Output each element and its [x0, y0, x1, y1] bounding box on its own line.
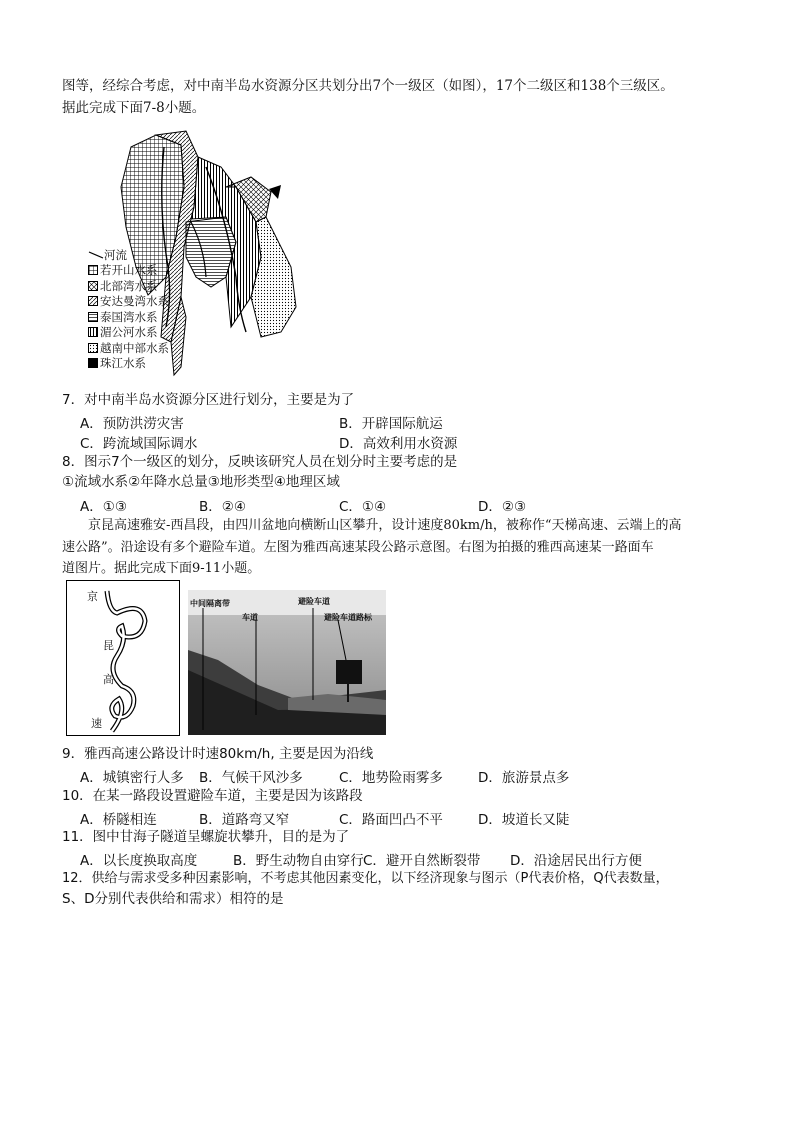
passage2-line-1: 京昆高速雅安-西昌段，由四川盆地向横断山区攀升，设计速度80km/h，被称作“天梯高速、云端上的高 [88, 518, 682, 533]
horiz-pattern-icon [88, 312, 98, 322]
q10-stem: 10．在某一路段设置避险车道，主要是因为该路段 [62, 788, 363, 804]
q10-option-d[interactable]: D．坡道长又陡 [478, 812, 570, 828]
legend-label: 若开山水系 [100, 263, 158, 278]
legend-label: 安达曼湾水系 [100, 294, 169, 309]
q11-option-d[interactable]: D．沿途居民出行方便 [510, 853, 642, 869]
q9-option-a[interactable]: A．城镇密行人多 [80, 770, 184, 786]
legend-item [88, 278, 169, 294]
q9-option-b[interactable]: B．气候干风沙多 [199, 770, 303, 786]
q11-option-a[interactable]: A．以长度换取高度 [80, 853, 198, 869]
legend-label: 泰国湾水系 [100, 309, 158, 324]
q11-option-b[interactable]: B．野生动物自由穿行 [233, 853, 364, 869]
road-sketch [66, 580, 180, 736]
legend-item [88, 309, 169, 325]
legend-river [88, 247, 169, 263]
photo-label-escape-sign: 避险车道路标 [324, 613, 372, 622]
road-char-2: 昆 [103, 639, 114, 652]
photo-label-median: 中间隔离带 [190, 599, 230, 608]
road-photo [188, 590, 386, 735]
grid-pattern-icon [88, 265, 98, 275]
solid-pattern-icon [88, 358, 98, 368]
legend-item [88, 263, 169, 279]
q7-option-a[interactable]: A．预防洪涝灾害 [80, 416, 184, 432]
q9-option-c[interactable]: C．地势险雨雾多 [339, 770, 443, 786]
legend-river-label: 河流 [104, 247, 127, 262]
dots-pattern-icon [88, 343, 98, 353]
q8-option-a[interactable]: A．①③ [80, 499, 127, 515]
legend-label: 北部湾水系 [100, 278, 158, 293]
q9-stem: 9．雅西高速公路设计时速80km/h, 主要是因为沿线 [62, 746, 374, 762]
q7-option-d[interactable]: D．高效利用水资源 [339, 436, 458, 452]
legend-label: 湄公河水系 [100, 325, 158, 340]
q8-factors: ①流域水系②年降水总量③地形类型④地理区域 [62, 474, 340, 490]
legend-item [88, 325, 169, 341]
q7-option-c[interactable]: C．跨流域国际调水 [80, 436, 198, 452]
legend-item [88, 356, 169, 372]
q7-stem: 7．对中南半岛水资源分区进行划分，主要是为了 [62, 392, 355, 408]
q8-option-c[interactable]: C．①④ [339, 499, 387, 515]
photo-label-escape-lane: 避险车道 [298, 597, 330, 606]
q11-stem: 11．图中甘海子隧道呈螺旋状攀升，目的是为了 [62, 829, 350, 845]
q12-line-2: S、D分别代表供给和需求）相符的是 [62, 891, 284, 907]
legend-label: 越南中部水系 [100, 340, 169, 355]
q10-option-b[interactable]: B．道路弯又窄 [199, 812, 290, 828]
q9-option-d[interactable]: D．旅游景点多 [478, 770, 570, 786]
q10-option-a[interactable]: A．桥隧相连 [80, 812, 157, 828]
legend-item [88, 340, 169, 356]
q11-option-c[interactable]: C．避开自然断裂带 [363, 853, 481, 869]
diag-pattern-icon [88, 296, 98, 306]
q8-option-b[interactable]: B．②④ [199, 499, 246, 515]
q10-option-c[interactable]: C．路面凹凸不平 [339, 812, 443, 828]
river-symbol-icon [88, 250, 104, 260]
passage2-line-2: 速公路”。沿途设有多个避险车道。左图为雅西高速某段公路示意图。右图为拍摄的雅西高速某一路面车 [62, 540, 654, 555]
q7-option-b[interactable]: B．开辟国际航运 [339, 416, 443, 432]
q8-stem: 8．图示7个一级区的划分，反映该研究人员在划分时主要考虑的是 [62, 454, 458, 470]
vert-pattern-icon [88, 327, 98, 337]
passage2-line-3: 道图片。据此完成下面9-11小题。 [62, 561, 261, 576]
legend-label: 珠江水系 [100, 356, 146, 371]
photo-label-lane: 车道 [242, 613, 258, 622]
map-legend [88, 247, 169, 371]
legend-item [88, 294, 169, 310]
q12-line-1: 12．供给与需求受多种因素影响，不考虑其他因素变化，以下经济现象与图示（P代表价格，Q代表数量， [62, 871, 669, 886]
road-char-4: 速 [91, 717, 102, 730]
road-char-3: 高 [103, 673, 114, 686]
road-char-1: 京 [87, 590, 98, 603]
q8-option-d[interactable]: D．②③ [478, 499, 527, 515]
intro-line-1: 图等，经综合考虑，对中南半岛水资源分区共划分出7个一级区（如图），17个二级区和138个三级区。 [62, 78, 674, 94]
cross-pattern-icon [88, 281, 98, 291]
intro-line-2: 据此完成下面7-8小题。 [62, 100, 206, 116]
